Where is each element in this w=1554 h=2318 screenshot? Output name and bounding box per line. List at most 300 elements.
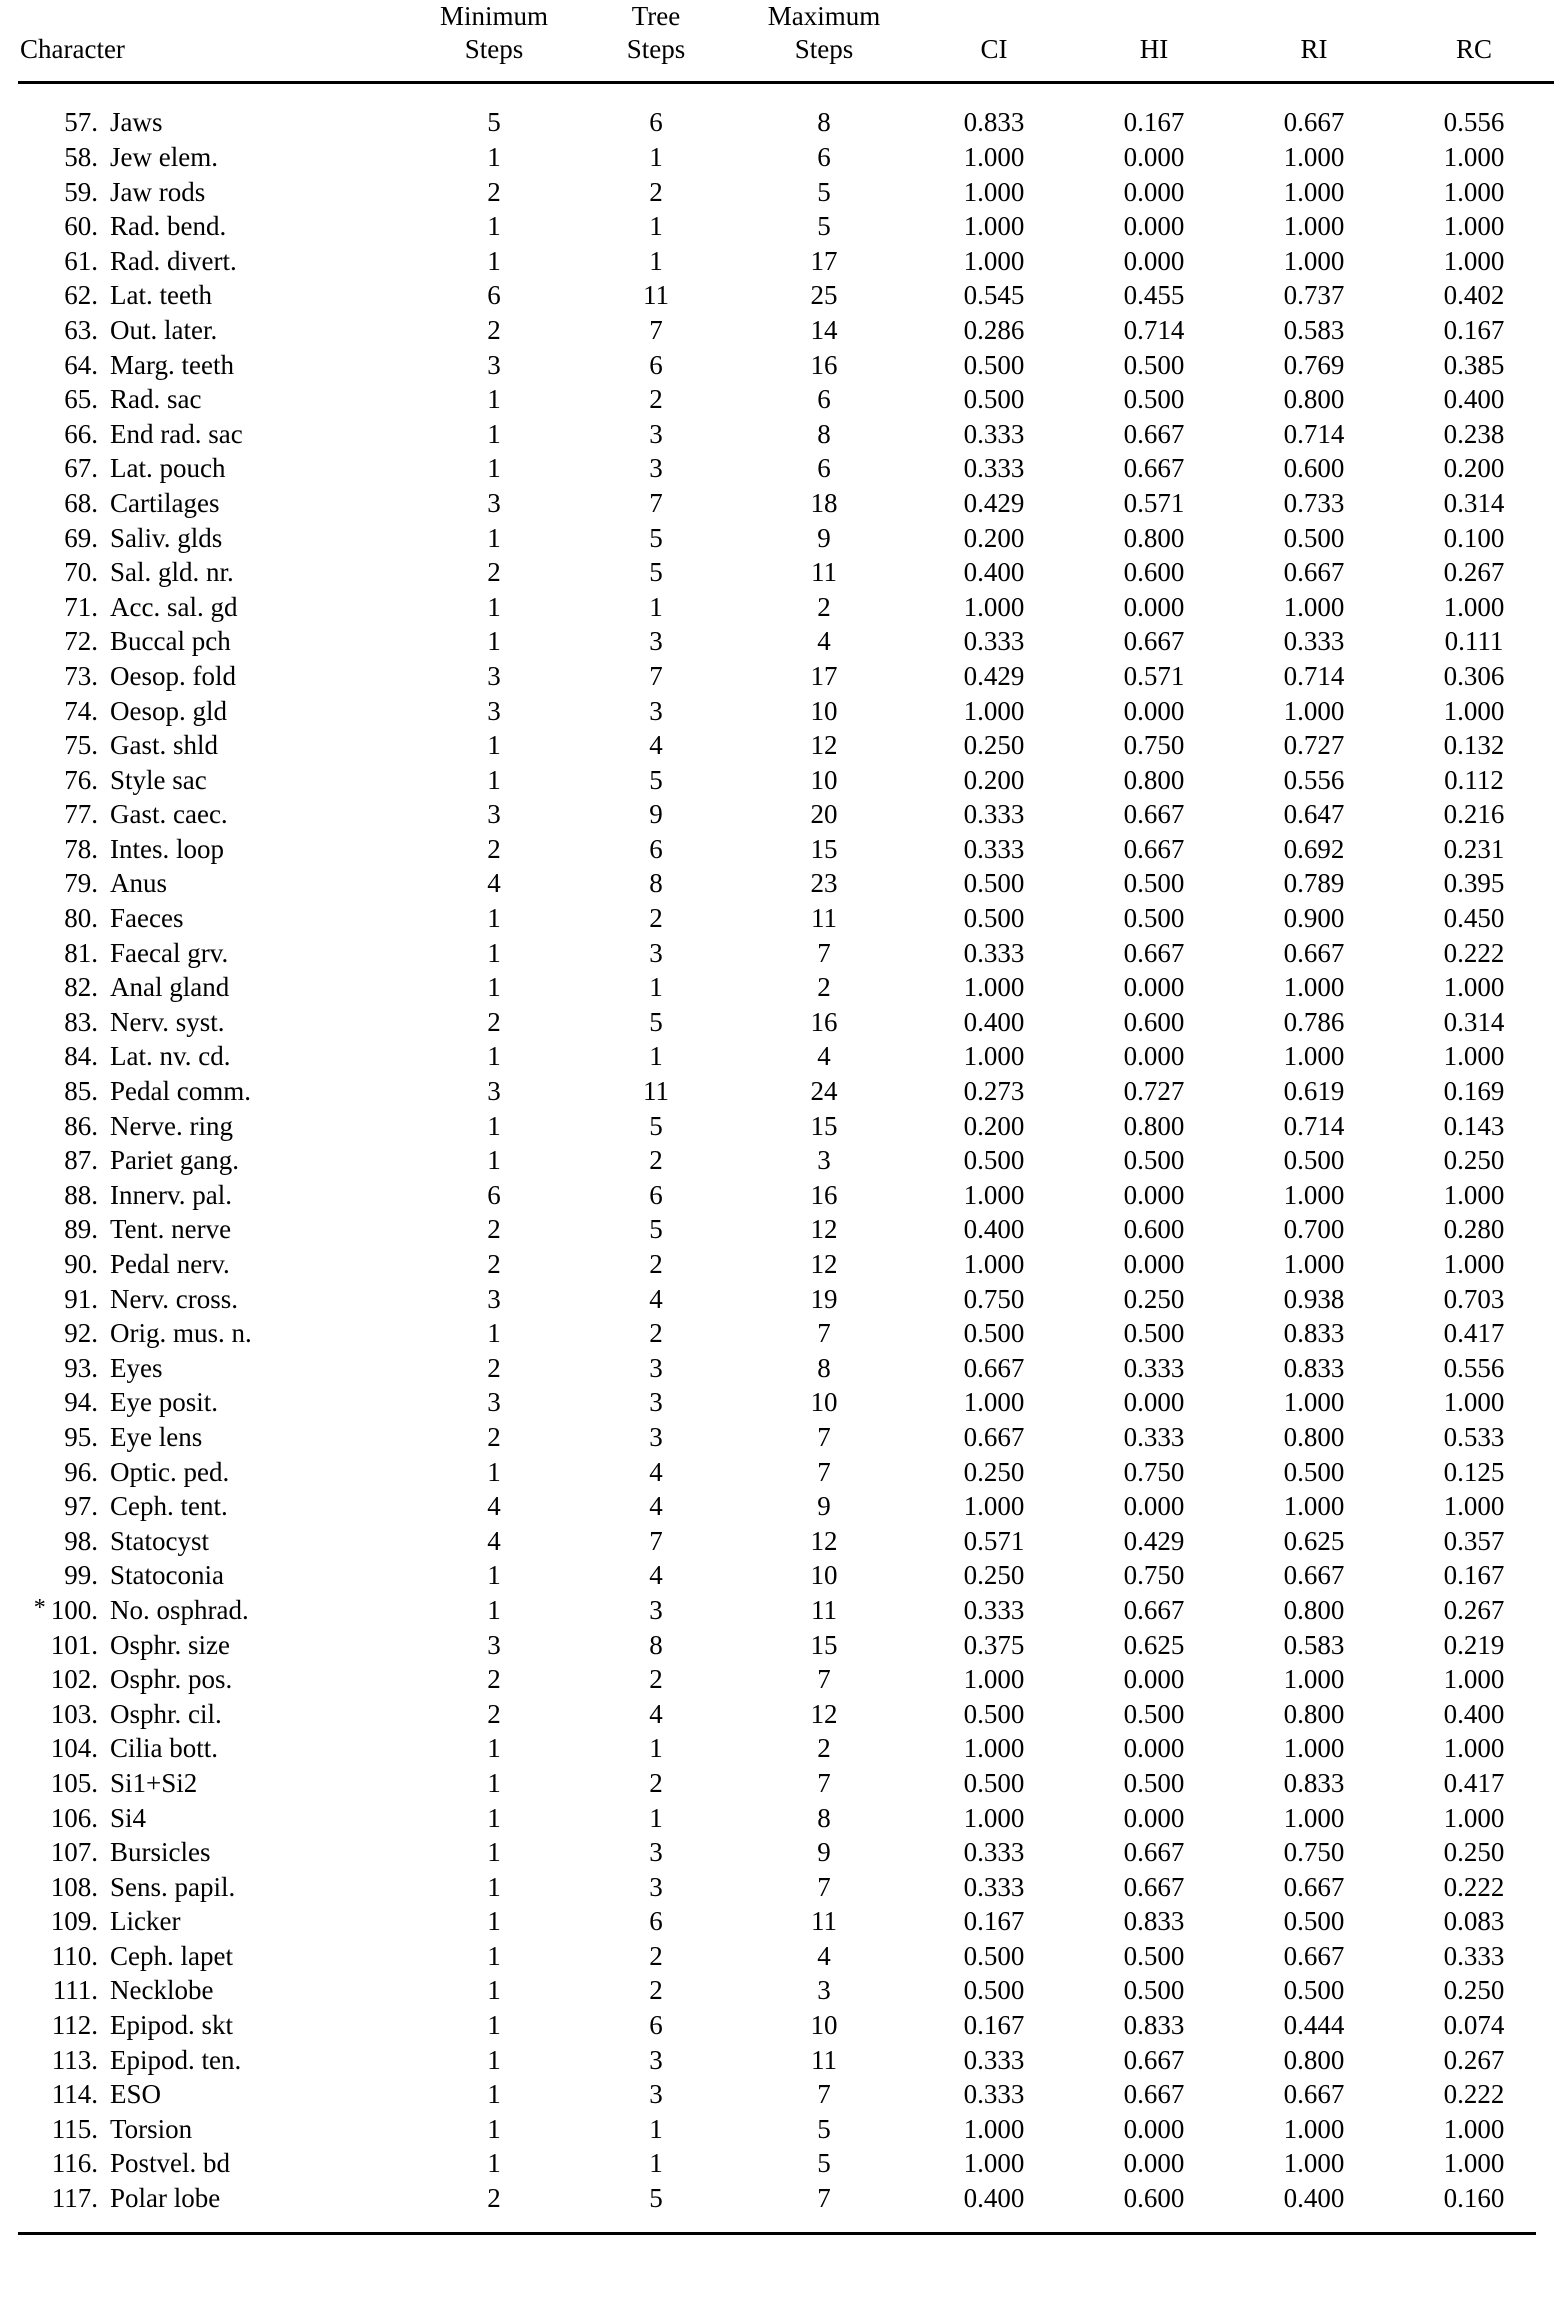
row-minimum-steps: 1	[487, 453, 501, 484]
row-maximum-steps: 4	[817, 1940, 831, 1971]
row-tree-steps: 2	[649, 1664, 663, 1695]
header-gap	[18, 84, 1554, 106]
row-tree-steps: 2	[649, 1767, 663, 1798]
row-index	[18, 2078, 110, 2113]
row-tree-steps: 4	[649, 1560, 663, 1591]
row-minimum-steps: 1	[487, 1767, 501, 1798]
row-maximum-steps: 10	[810, 764, 838, 795]
row-rc-value: 0.132	[1443, 730, 1505, 761]
row-index-label: 88.	[64, 1179, 98, 1210]
row-rc-value: 0.160	[1443, 2183, 1505, 2214]
row-tree-steps: 4	[649, 1491, 663, 1522]
column-header-tree-steps	[578, 0, 734, 81]
row-hi-value: 0.600	[1123, 2183, 1185, 2214]
row-hi-value: 0.625	[1123, 1629, 1185, 1660]
row-index-wrapper	[52, 2182, 98, 2216]
row-index-label: 89.	[64, 1214, 98, 1245]
row-hi-value: 0.727	[1123, 1076, 1185, 1107]
row-minimum-steps: 1	[487, 1871, 501, 1902]
row-ci-value: 0.333	[963, 833, 1025, 864]
table-row	[18, 452, 1554, 487]
row-tree-steps: 4	[649, 1698, 663, 1729]
row-ri-value: 0.500	[1283, 1145, 1345, 1176]
row-maximum-steps: 19	[810, 1283, 838, 1314]
row-ri-value: 0.786	[1283, 1006, 1345, 1037]
row-index-label: 103.	[50, 1698, 98, 1729]
row-index	[18, 1144, 110, 1179]
row-index-wrapper	[64, 487, 98, 521]
row-index	[18, 1178, 110, 1213]
row-index	[18, 1282, 110, 1317]
row-index-wrapper	[51, 1871, 98, 1905]
row-index	[18, 1455, 110, 1490]
table-row	[18, 1317, 1554, 1352]
row-ci-value: 0.500	[963, 1940, 1025, 1971]
table-row	[18, 1213, 1554, 1248]
row-ci-value: 0.200	[963, 1110, 1025, 1141]
row-hi-value: 0.000	[1123, 1664, 1185, 1695]
row-index-wrapper	[64, 1283, 98, 1317]
row-index-label: 115.	[51, 2113, 98, 2144]
row-rc-value: 0.306	[1443, 660, 1505, 691]
row-tree-steps: 3	[649, 453, 663, 484]
row-tree-steps: 7	[649, 660, 663, 691]
row-ri-value: 1.000	[1283, 142, 1345, 173]
row-index-wrapper	[64, 1179, 98, 1213]
row-minimum-steps: 1	[487, 142, 501, 173]
row-index-wrapper	[51, 1732, 98, 1766]
row-ci-value: 0.429	[963, 487, 1025, 518]
row-index-wrapper	[64, 1386, 98, 1420]
row-hi-value: 0.500	[1123, 1975, 1185, 2006]
row-ci-value: 0.500	[963, 1318, 1025, 1349]
row-rc-value: 0.333	[1443, 1940, 1505, 1971]
row-ci-value: 1.000	[963, 591, 1025, 622]
row-index	[18, 936, 110, 971]
row-hi-value: 0.600	[1123, 557, 1185, 588]
table-row	[18, 1939, 1554, 1974]
row-ci-value: 1.000	[963, 245, 1025, 276]
table-row	[18, 141, 1554, 176]
row-character-name: Jaw rods	[110, 176, 206, 207]
row-maximum-steps: 4	[817, 626, 831, 657]
row-index	[18, 1248, 110, 1283]
row-rc-value: 1.000	[1443, 245, 1505, 276]
table-row	[18, 902, 1554, 937]
row-ci-value: 1.000	[963, 695, 1025, 726]
row-character-name: Ceph. lapet	[110, 1940, 233, 1971]
row-rc-value: 0.222	[1443, 1871, 1505, 1902]
row-character-name: Eye lens	[110, 1421, 203, 1452]
row-index	[18, 1870, 110, 1905]
row-ri-value: 0.667	[1283, 937, 1345, 968]
row-index-wrapper	[64, 971, 98, 1005]
row-minimum-steps: 2	[487, 1352, 501, 1383]
row-ri-value: 0.667	[1283, 107, 1345, 138]
row-index-wrapper	[64, 141, 98, 175]
table-row	[18, 348, 1554, 383]
row-character-name: Osphr. pos.	[110, 1664, 233, 1695]
row-maximum-steps: 12	[810, 730, 838, 761]
row-rc-value: 0.703	[1443, 1283, 1505, 1314]
header-hi-label: HI	[1139, 34, 1169, 65]
table-header	[18, 0, 1554, 106]
row-minimum-steps: 1	[487, 1110, 501, 1141]
header-tree-top: Tree	[631, 1, 681, 31]
row-rc-value: 1.000	[1443, 1491, 1505, 1522]
row-index	[18, 694, 110, 729]
row-index	[18, 1766, 110, 1801]
table-row	[18, 1628, 1554, 1663]
row-hi-value: 0.333	[1123, 1352, 1185, 1383]
row-index-label: 71.	[64, 591, 98, 622]
row-tree-steps: 4	[649, 1283, 663, 1314]
row-index-label: 104.	[50, 1733, 98, 1764]
row-hi-value: 0.000	[1123, 176, 1185, 207]
row-index	[18, 2182, 110, 2217]
row-rc-value: 0.314	[1443, 1006, 1505, 1037]
row-ri-value: 1.000	[1283, 1733, 1345, 1764]
row-tree-steps: 3	[649, 695, 663, 726]
row-character-name: Anal gland	[110, 972, 230, 1003]
row-ci-value: 1.000	[963, 1179, 1025, 1210]
row-tree-steps: 7	[649, 1525, 663, 1556]
row-index	[18, 1040, 110, 1075]
row-character-name: Statocyst	[110, 1525, 209, 1556]
row-character-name: Nerv. syst.	[110, 1006, 225, 1037]
row-rc-value: 0.250	[1443, 1837, 1505, 1868]
row-rc-value: 0.222	[1443, 2079, 1505, 2110]
table-row	[18, 1974, 1554, 2009]
row-index-wrapper	[51, 1629, 98, 1663]
row-character-name: Pedal nerv.	[110, 1249, 230, 1280]
row-hi-value: 0.500	[1123, 1145, 1185, 1176]
row-index	[18, 175, 110, 210]
row-minimum-steps: 1	[487, 764, 501, 795]
row-index-wrapper	[64, 1352, 98, 1386]
row-character-name: Nerve. ring	[110, 1110, 233, 1141]
row-hi-value: 0.000	[1123, 1179, 1185, 1210]
row-ri-value: 0.667	[1283, 1940, 1345, 1971]
row-minimum-steps: 1	[487, 1906, 501, 1937]
row-index	[18, 625, 110, 660]
table-row	[18, 417, 1554, 452]
row-index-wrapper	[51, 1802, 98, 1836]
row-character-name: Lat. teeth	[110, 280, 212, 311]
row-maximum-steps: 15	[810, 833, 838, 864]
row-index-label: 92.	[64, 1318, 98, 1349]
row-minimum-steps: 2	[487, 557, 501, 588]
row-tree-steps: 6	[649, 2010, 663, 2041]
row-index-wrapper	[64, 695, 98, 729]
row-maximum-steps: 5	[817, 2148, 831, 2179]
row-character-name: Rad. sac	[110, 384, 202, 415]
row-ri-value: 0.667	[1283, 1560, 1345, 1591]
row-ri-value: 0.583	[1283, 314, 1345, 345]
row-hi-value: 0.500	[1123, 903, 1185, 934]
row-maximum-steps: 11	[811, 1594, 837, 1625]
row-index-label: 79.	[64, 868, 98, 899]
row-index-label: 117.	[51, 2183, 98, 2214]
row-minimum-steps: 6	[487, 1179, 501, 1210]
row-index-label: 108.	[50, 1871, 98, 1902]
row-index-label: 83.	[64, 1006, 98, 1037]
row-hi-value: 0.000	[1123, 1249, 1185, 1280]
row-ri-value: 1.000	[1283, 1664, 1345, 1695]
row-character-name: Oesop. fold	[110, 660, 236, 691]
table-row	[18, 936, 1554, 971]
table-row	[18, 1490, 1554, 1525]
row-index	[18, 798, 110, 833]
row-ci-value: 0.571	[963, 1525, 1025, 1556]
row-character-name: Cartilages	[110, 487, 220, 518]
row-maximum-steps: 2	[817, 591, 831, 622]
row-index-wrapper	[64, 867, 98, 901]
row-index-label: 60.	[64, 211, 98, 242]
row-character-name: Nerv. cross.	[110, 1283, 238, 1314]
row-minimum-steps: 1	[487, 2044, 501, 2075]
row-ci-value: 0.333	[963, 626, 1025, 657]
row-minimum-steps: 2	[487, 1214, 501, 1245]
row-index-label: 73.	[64, 660, 98, 691]
row-hi-value: 0.571	[1123, 660, 1185, 691]
row-hi-value: 0.000	[1123, 2148, 1185, 2179]
table-row	[18, 798, 1554, 833]
row-maximum-steps: 7	[817, 937, 831, 968]
row-ci-value: 0.833	[963, 107, 1025, 138]
row-ri-value: 0.800	[1283, 2044, 1345, 2075]
row-index	[18, 1075, 110, 1110]
row-rc-value: 1.000	[1443, 1664, 1505, 1695]
row-ci-value: 0.545	[963, 280, 1025, 311]
row-ri-value: 0.400	[1283, 2183, 1345, 2214]
row-hi-value: 0.667	[1123, 418, 1185, 449]
row-index-label: 91.	[64, 1283, 98, 1314]
row-index	[18, 2147, 110, 2182]
row-maximum-steps: 10	[810, 1387, 838, 1418]
row-index-label: 98.	[64, 1525, 98, 1556]
row-index	[18, 348, 110, 383]
row-ri-value: 0.737	[1283, 280, 1345, 311]
row-hi-value: 0.000	[1123, 1387, 1185, 1418]
row-index-label: 66.	[64, 418, 98, 449]
row-index-wrapper	[64, 1110, 98, 1144]
header-maximum-top: Maximum	[767, 1, 881, 31]
row-tree-steps: 2	[649, 1249, 663, 1280]
table-row	[18, 244, 1554, 279]
row-index-wrapper	[51, 1767, 98, 1801]
row-minimum-steps: 1	[487, 1733, 501, 1764]
row-tree-steps: 5	[649, 1214, 663, 1245]
row-ci-value: 0.250	[963, 1456, 1025, 1487]
row-hi-value: 0.000	[1123, 1802, 1185, 1833]
row-ri-value: 1.000	[1283, 695, 1345, 726]
row-ri-value: 0.750	[1283, 1837, 1345, 1868]
row-character-name: Pedal comm.	[110, 1076, 251, 1107]
row-maximum-steps: 7	[817, 1421, 831, 1452]
row-index-wrapper	[52, 2113, 98, 2147]
row-minimum-steps: 4	[487, 868, 501, 899]
table-row	[18, 1697, 1554, 1732]
row-rc-value: 0.083	[1443, 1906, 1505, 1937]
row-rc-value: 0.222	[1443, 937, 1505, 968]
row-index-wrapper	[52, 2147, 98, 2181]
row-minimum-steps: 1	[487, 1594, 501, 1625]
table-row	[18, 1663, 1554, 1698]
row-ri-value: 0.800	[1283, 384, 1345, 415]
row-index-wrapper	[64, 245, 98, 279]
column-header-rc	[1394, 0, 1554, 81]
row-maximum-steps: 23	[810, 868, 838, 899]
row-rc-value: 0.250	[1443, 1145, 1505, 1176]
row-rc-value: 1.000	[1443, 972, 1505, 1003]
row-ri-value: 0.714	[1283, 1110, 1345, 1141]
row-index-wrapper	[64, 522, 98, 556]
row-ci-value: 0.500	[963, 1698, 1025, 1729]
row-tree-steps: 2	[649, 176, 663, 207]
row-index	[18, 314, 110, 349]
row-hi-value: 0.667	[1123, 1594, 1185, 1625]
row-index-label: 111.	[52, 1975, 98, 2006]
row-rc-value: 0.280	[1443, 1214, 1505, 1245]
row-minimum-steps: 1	[487, 1318, 501, 1349]
row-ci-value: 0.333	[963, 418, 1025, 449]
row-ri-value: 0.800	[1283, 1421, 1345, 1452]
row-character-name: Optic. ped.	[110, 1456, 230, 1487]
row-tree-steps: 3	[649, 1594, 663, 1625]
row-rc-value: 1.000	[1443, 1802, 1505, 1833]
row-maximum-steps: 7	[817, 1456, 831, 1487]
header-ci-label: CI	[980, 34, 1008, 65]
row-minimum-steps: 2	[487, 1698, 501, 1729]
row-ci-value: 0.333	[963, 1871, 1025, 1902]
row-index-label: 81.	[64, 937, 98, 968]
row-rc-value: 1.000	[1443, 695, 1505, 726]
row-character-name: Marg. teeth	[110, 349, 234, 380]
row-character-name: Out. later.	[110, 314, 218, 345]
row-hi-value: 0.333	[1123, 1421, 1185, 1452]
table-row	[18, 2043, 1554, 2078]
header-ri-label: RI	[1300, 34, 1328, 65]
row-character-name: Jew elem.	[110, 142, 218, 173]
row-rc-value: 0.074	[1443, 2010, 1505, 2041]
row-minimum-steps: 3	[487, 487, 501, 518]
row-hi-value: 0.000	[1123, 972, 1185, 1003]
row-character-name: Innerv. pal.	[110, 1179, 232, 1210]
row-index	[18, 2112, 110, 2147]
row-hi-value: 0.000	[1123, 1491, 1185, 1522]
row-index-label: 63.	[64, 314, 98, 345]
row-index	[18, 383, 110, 418]
row-ci-value: 0.200	[963, 522, 1025, 553]
row-maximum-steps: 3	[817, 1145, 831, 1176]
row-maximum-steps: 11	[811, 1906, 837, 1937]
row-character-name: Osphr. size	[110, 1629, 230, 1660]
row-index	[18, 210, 110, 245]
row-index-label: 74.	[64, 695, 98, 726]
row-index-label: 116.	[51, 2148, 98, 2179]
row-hi-value: 0.750	[1123, 1456, 1185, 1487]
row-tree-steps: 9	[649, 799, 663, 830]
row-maximum-steps: 9	[817, 522, 831, 553]
row-ri-value: 0.714	[1283, 660, 1345, 691]
row-tree-steps: 8	[649, 1629, 663, 1660]
row-tree-steps: 3	[649, 1837, 663, 1868]
row-minimum-steps: 2	[487, 176, 501, 207]
row-ri-value: 0.938	[1283, 1283, 1345, 1314]
row-tree-steps: 3	[649, 937, 663, 968]
row-minimum-steps: 3	[487, 695, 501, 726]
row-minimum-steps: 1	[487, 2113, 501, 2144]
row-ci-value: 1.000	[963, 972, 1025, 1003]
row-ci-value: 1.000	[963, 2148, 1025, 2179]
row-index-wrapper	[64, 1559, 98, 1593]
row-minimum-steps: 1	[487, 384, 501, 415]
row-maximum-steps: 8	[817, 107, 831, 138]
row-tree-steps: 1	[649, 245, 663, 276]
row-maximum-steps: 16	[810, 349, 838, 380]
row-minimum-steps: 1	[487, 730, 501, 761]
row-index-wrapper	[64, 279, 98, 313]
row-index	[18, 244, 110, 279]
row-rc-value: 0.402	[1443, 280, 1505, 311]
row-index-wrapper	[64, 729, 98, 763]
row-character-name: Eye posit.	[110, 1387, 218, 1418]
table-row	[18, 556, 1554, 591]
row-ci-value: 0.333	[963, 2044, 1025, 2075]
row-index	[18, 1386, 110, 1421]
row-rc-value: 0.267	[1443, 557, 1505, 588]
table-row	[18, 1005, 1554, 1040]
row-ri-value: 0.833	[1283, 1318, 1345, 1349]
row-tree-steps: 3	[649, 2044, 663, 2075]
row-index-label: 96.	[64, 1456, 98, 1487]
row-rc-value: 0.231	[1443, 833, 1505, 864]
row-maximum-steps: 17	[810, 660, 838, 691]
row-hi-value: 0.800	[1123, 1110, 1185, 1141]
row-minimum-steps: 3	[487, 799, 501, 830]
row-hi-value: 0.714	[1123, 314, 1185, 345]
row-index-label: 58.	[64, 142, 98, 173]
column-header-hi	[1074, 0, 1234, 81]
row-index-wrapper	[64, 660, 98, 694]
table-row	[18, 1248, 1554, 1283]
row-maximum-steps: 8	[817, 418, 831, 449]
row-character-name: Tent. nerve	[110, 1214, 232, 1245]
row-ci-value: 0.333	[963, 937, 1025, 968]
column-header-ri	[1234, 0, 1394, 81]
row-hi-value: 0.250	[1123, 1283, 1185, 1314]
table-row	[18, 971, 1554, 1006]
row-hi-value: 0.167	[1123, 107, 1185, 138]
row-character-name: Orig. mus. n.	[110, 1318, 252, 1349]
row-index-wrapper	[64, 1040, 98, 1074]
row-hi-value: 0.667	[1123, 453, 1185, 484]
row-hi-value: 0.000	[1123, 2113, 1185, 2144]
row-tree-steps: 11	[643, 280, 669, 311]
row-ci-value: 0.500	[963, 1145, 1025, 1176]
row-character-name: Eyes	[110, 1352, 163, 1383]
row-index-label: 105.	[50, 1767, 98, 1798]
row-ri-value: 0.667	[1283, 557, 1345, 588]
table-row	[18, 2078, 1554, 2113]
row-minimum-steps: 1	[487, 937, 501, 968]
row-rc-value: 0.143	[1443, 1110, 1505, 1141]
row-ri-value: 1.000	[1283, 211, 1345, 242]
row-index	[18, 1421, 110, 1456]
table-row	[18, 1040, 1554, 1075]
row-tree-steps: 1	[649, 591, 663, 622]
